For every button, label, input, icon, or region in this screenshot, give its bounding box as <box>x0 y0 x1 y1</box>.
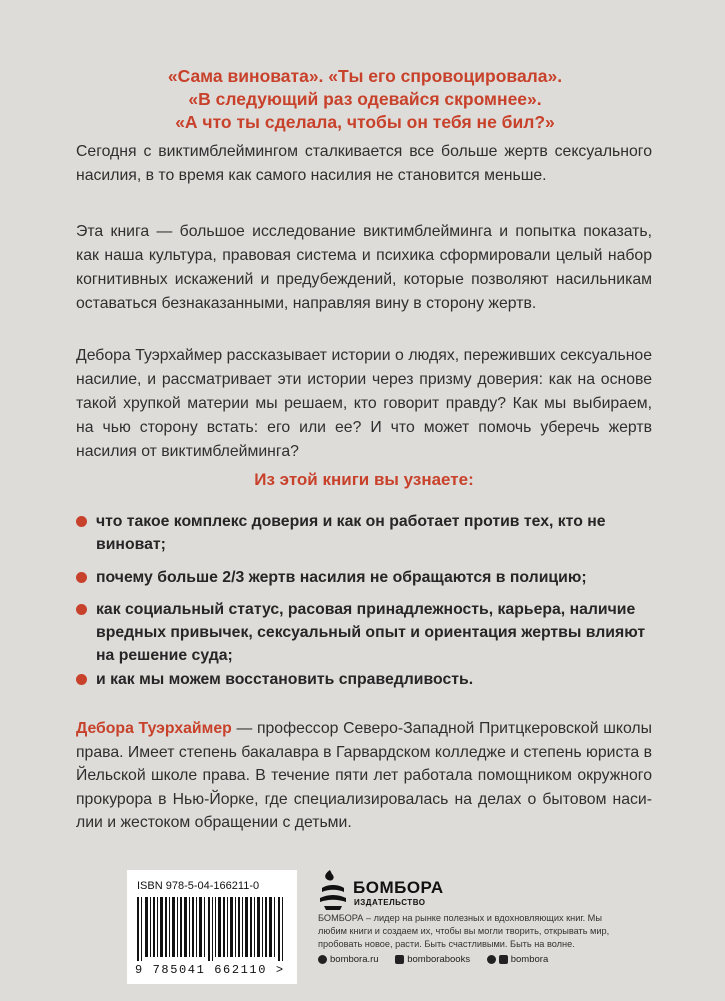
publisher-logo-icon <box>318 868 348 910</box>
paragraph-stories: Дебора Туэрхаймер рассказывает истории о людях, переживших сексуальное насилие, и рассматривает эти истории через призму доверия: как на основе такой хрупкой материи мы решаем, кто говорит правду? Как мы выбираем, на чью сторону встать: его или ее? И что может помочь уберечь жертв насилия от виктимблейминга? <box>76 347 652 460</box>
author-bio-text: — профессор Северо-Западной Притцкеровской школы права. Имеет степень бакалавра в Гарвардском колледже и степень юриста в Йельской школе права. В течение пяти лет работала помощником окружного прокурора в Нью-Йорке, где специализировалась на делах о бытовом насилии и жестоком обращении с детьми. <box>76 720 652 831</box>
social-links <box>318 954 562 967</box>
bullet-dot-icon <box>76 572 87 583</box>
list-item <box>76 668 656 691</box>
author-name: Дебора Туэрхаймер <box>76 720 232 737</box>
list-item-text: и как мы можем восстановить справедливость. <box>96 671 474 688</box>
list-item <box>76 510 656 556</box>
telegram-icon <box>487 955 496 964</box>
publisher-description: БОМБОРА – лидер на рынке полезных и вдохновляющих книг. Мы любим книги и создаем их, чтобы вы могли творить, открывать мир, пробовать новое, расти. Быть счастливыми. Быть на волне. <box>318 913 610 949</box>
list-item-text: почему больше 2/3 жертв насилия не обращаются в полицию; <box>96 569 587 586</box>
paragraph-intro: Сегодня с виктимблеймингом сталкивается все больше жертв сексуального насилия, в то время как самого насилия не становится меньше. <box>76 143 652 184</box>
vk-icon <box>395 955 404 964</box>
barcode-panel <box>127 870 297 984</box>
publisher-sub: ИЗДАТЕЛЬСТВО <box>354 898 426 907</box>
author-bio <box>76 717 652 835</box>
social-site[interactable] <box>318 954 379 965</box>
quote-line-3: «А что ты сделала, чтобы он тебя не бил?» <box>175 112 555 132</box>
bullet-dot-icon <box>76 674 87 685</box>
barcode-digits: 9 785041 662110 > <box>135 963 285 977</box>
list-item <box>76 598 656 667</box>
social-telegram[interactable] <box>487 954 549 965</box>
video-icon <box>499 955 508 964</box>
publisher-name: БОМБОРА <box>353 878 444 897</box>
bullet-dot-icon <box>76 604 87 615</box>
list-item-text: как социальный статус, расовая принадлежность, карьера, наличие вредных привычек, сексуальный опыт и ориентация жертвы влияют на решение суда; <box>96 601 646 664</box>
quote-line-1: «Сама виновата». «Ты его спровоцировала». <box>167 66 563 86</box>
social-vk-label: bomborabooks <box>407 954 471 965</box>
barcode-icon <box>137 897 287 961</box>
paragraph-book: Эта книга — большое исследование виктимблейминга и попытка показать, как наша культура, правовая система и психика сформировали целый набор когнитивных искажений и предубеждений, которые позволяют насильникам оставаться безнаказанными, направляя вину в сторону жертв. <box>76 223 652 312</box>
learn-title: Из этой книги вы узнаете: <box>254 470 474 489</box>
isbn-text: ISBN 978-5-04-166211-0 <box>137 880 260 892</box>
publisher-logo <box>318 868 458 912</box>
globe-icon <box>318 955 327 964</box>
social-telegram-label: bombora <box>510 954 549 965</box>
cover-quote <box>75 65 655 134</box>
quote-line-2: «В следующий раз одевайся скромнее». <box>188 89 542 109</box>
list-item-text: что такое комплекс доверия и как он работает против тех, кто не виноват; <box>96 513 606 553</box>
list-item <box>76 566 656 589</box>
bullet-dot-icon <box>76 516 87 527</box>
social-vk[interactable] <box>395 954 470 965</box>
social-site-label: bombora.ru <box>330 954 379 965</box>
